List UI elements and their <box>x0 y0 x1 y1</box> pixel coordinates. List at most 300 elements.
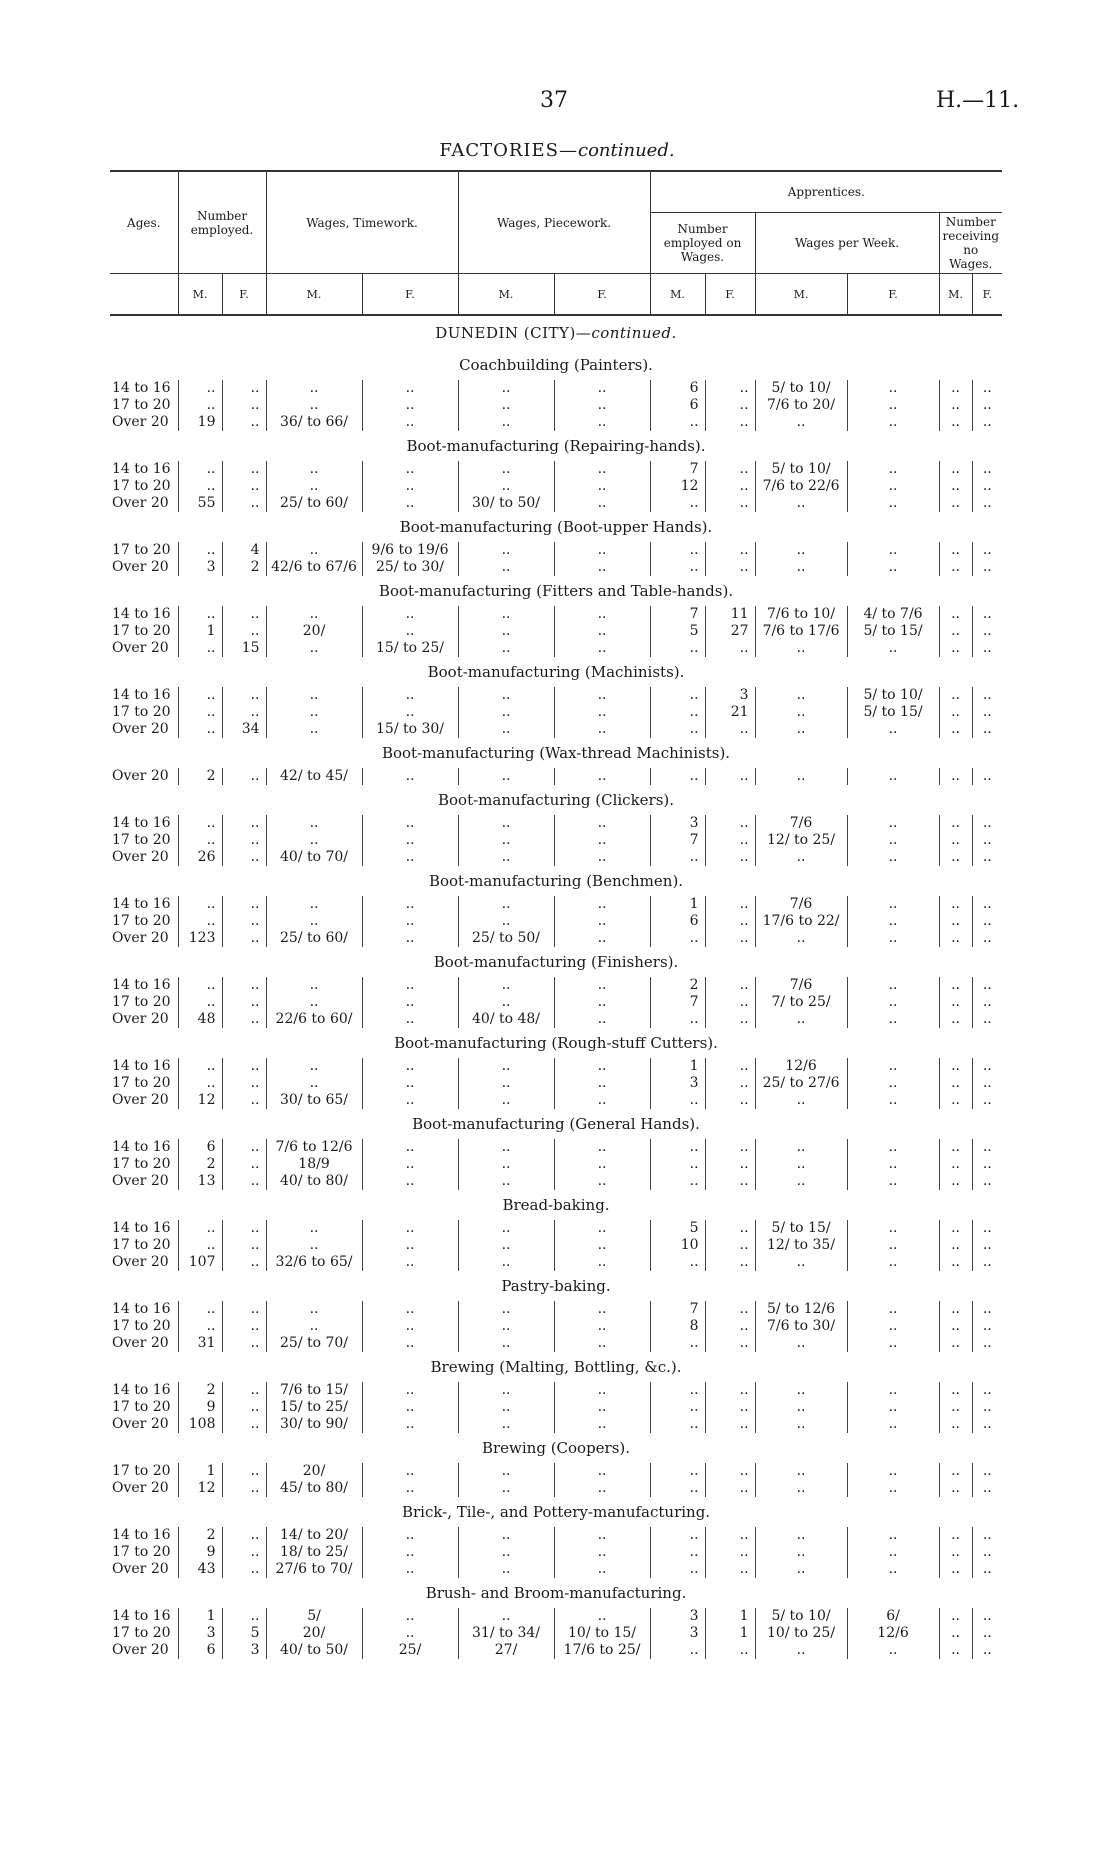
table-cell: .. <box>939 559 972 576</box>
table-cell: .. <box>972 977 1002 994</box>
age-range-cell: 17 to 20 <box>112 542 171 558</box>
table-cell: .. <box>554 640 650 657</box>
table-cell: .. <box>705 1173 755 1190</box>
age-range-cell: 14 to 16 <box>112 1220 171 1236</box>
table-cell: .. <box>939 1625 972 1642</box>
table-cell: .. <box>705 1399 755 1416</box>
table-cell: .. <box>362 768 458 785</box>
document-reference: H.—11. <box>936 88 1020 113</box>
section-heading: Coachbuilding (Painters). <box>459 356 653 374</box>
table-cell: .. <box>554 1254 650 1271</box>
age-range-cell: Over 20 <box>112 495 169 511</box>
table-cell: .. <box>972 832 1002 849</box>
table-cell: 40/ to 50/ <box>266 1642 362 1659</box>
table-cell: .. <box>650 1416 705 1433</box>
table-cell: 1 <box>650 1058 705 1075</box>
table-cell: .. <box>554 1237 650 1254</box>
table-row <box>110 1058 1002 1075</box>
table-header <box>110 171 1002 315</box>
table-cell: .. <box>972 478 1002 495</box>
table-cell: 25/ to 27/6 <box>755 1075 847 1092</box>
table-cell: .. <box>266 977 362 994</box>
table-cell: 5/ to 15/ <box>755 1220 847 1237</box>
table-cell: .. <box>362 832 458 849</box>
table-cell: .. <box>847 913 939 930</box>
table-row <box>110 397 1002 414</box>
age-range-cell: 14 to 16 <box>112 1382 171 1398</box>
table-cell: .. <box>650 1399 705 1416</box>
table-cell: .. <box>362 994 458 1011</box>
table-cell: .. <box>458 380 554 397</box>
table-cell: .. <box>972 815 1002 832</box>
table-cell: 6 <box>178 1139 222 1156</box>
city-heading <box>110 315 1002 350</box>
table-cell: .. <box>266 397 362 414</box>
table-cell: .. <box>847 640 939 657</box>
age-range-cell: 14 to 16 <box>112 687 171 703</box>
age-range-cell: Over 20 <box>112 768 169 784</box>
table-cell: .. <box>705 930 755 947</box>
table-cell: .. <box>222 478 266 495</box>
table-cell: .. <box>939 768 972 785</box>
table-cell: .. <box>939 1463 972 1480</box>
table-cell: .. <box>458 1156 554 1173</box>
table-cell: .. <box>847 832 939 849</box>
age-range-cell: 17 to 20 <box>112 1237 171 1253</box>
table-cell: .. <box>847 815 939 832</box>
table-cell: .. <box>266 832 362 849</box>
table-cell: .. <box>972 414 1002 431</box>
table-cell: .. <box>847 397 939 414</box>
table-cell: 43 <box>178 1561 222 1578</box>
table-cell: .. <box>972 1382 1002 1399</box>
table-cell: .. <box>458 704 554 721</box>
table-cell: .. <box>705 977 755 994</box>
table-row <box>110 849 1002 866</box>
table-cell: .. <box>222 1480 266 1497</box>
table-cell: .. <box>972 623 1002 640</box>
table-cell: .. <box>222 704 266 721</box>
table-cell: .. <box>705 768 755 785</box>
table-cell: .. <box>362 1382 458 1399</box>
table-cell: .. <box>939 704 972 721</box>
table-cell: 2 <box>178 768 222 785</box>
table-cell: .. <box>458 461 554 478</box>
table-cell: .. <box>755 1382 847 1399</box>
table-cell: .. <box>554 1318 650 1335</box>
table-cell: .. <box>939 913 972 930</box>
header-m: M. <box>458 274 554 316</box>
table-cell: .. <box>266 1301 362 1318</box>
table-cell: 6 <box>178 1642 222 1659</box>
section-heading: Boot-manufacturing (Benchmen). <box>428 872 684 890</box>
table-cell: .. <box>650 542 705 559</box>
age-range-cell: 17 to 20 <box>112 1544 171 1560</box>
table-cell: 12/6 <box>847 1625 939 1642</box>
table-cell: 13 <box>178 1173 222 1190</box>
table-cell: .. <box>705 495 755 512</box>
table-cell: .. <box>554 461 650 478</box>
table-cell: 7/6 to 17/6 <box>755 623 847 640</box>
table-cell: .. <box>178 478 222 495</box>
table-cell: 25/ to 70/ <box>266 1335 362 1352</box>
age-range-cell: 14 to 16 <box>112 461 171 477</box>
table-cell: .. <box>222 623 266 640</box>
table-cell: .. <box>222 1254 266 1271</box>
table-cell: .. <box>755 1416 847 1433</box>
table-cell: 7 <box>650 461 705 478</box>
table-cell: .. <box>972 1301 1002 1318</box>
age-range-cell: 14 to 16 <box>112 1301 171 1317</box>
table-cell: 30/ to 65/ <box>266 1092 362 1109</box>
table-cell: .. <box>178 687 222 704</box>
table-cell: .. <box>554 542 650 559</box>
table-cell: 18/ to 25/ <box>266 1544 362 1561</box>
age-range-cell: 17 to 20 <box>112 704 171 720</box>
table-cell: .. <box>939 896 972 913</box>
table-cell: 123 <box>178 930 222 947</box>
table-cell: .. <box>939 1092 972 1109</box>
table-cell: .. <box>458 397 554 414</box>
table-cell: 5/ to 10/ <box>755 461 847 478</box>
table-cell: .. <box>972 1416 1002 1433</box>
table-row <box>110 640 1002 657</box>
table-cell: .. <box>705 1139 755 1156</box>
table-cell: .. <box>458 1318 554 1335</box>
table-cell: 2 <box>178 1382 222 1399</box>
table-cell: 3 <box>650 1625 705 1642</box>
table-row <box>110 478 1002 495</box>
age-range-cell: Over 20 <box>112 1416 169 1432</box>
table-cell: 1 <box>178 623 222 640</box>
table-cell: .. <box>705 1416 755 1433</box>
table-cell: .. <box>178 640 222 657</box>
table-cell: .. <box>939 414 972 431</box>
table-cell: .. <box>705 1092 755 1109</box>
table-cell: .. <box>554 1382 650 1399</box>
table-cell: 20/ <box>266 623 362 640</box>
table-row <box>110 930 1002 947</box>
table-cell: 14/ to 20/ <box>266 1527 362 1544</box>
table-cell: .. <box>847 1480 939 1497</box>
table-cell: .. <box>554 623 650 640</box>
table-cell: .. <box>266 1318 362 1335</box>
header-f: F. <box>554 274 650 316</box>
table-row <box>110 1382 1002 1399</box>
table-cell: .. <box>650 704 705 721</box>
table-cell: .. <box>458 559 554 576</box>
section-heading: Boot-manufacturing (Finishers). <box>433 953 679 971</box>
table-cell: .. <box>222 380 266 397</box>
title-continued: continued. <box>578 140 675 161</box>
section-heading: Pastry-baking. <box>501 1277 611 1295</box>
table-cell: .. <box>972 1092 1002 1109</box>
table-cell: .. <box>650 1561 705 1578</box>
table-row <box>110 1625 1002 1642</box>
table-cell: 2 <box>178 1156 222 1173</box>
table-cell: .. <box>939 832 972 849</box>
table-cell: .. <box>650 1011 705 1028</box>
table-cell: .. <box>650 1156 705 1173</box>
table-cell: .. <box>705 1075 755 1092</box>
table-cell: .. <box>847 768 939 785</box>
table-cell: 5/ to 10/ <box>755 1608 847 1625</box>
table-cell: 7/6 to 22/6 <box>755 478 847 495</box>
age-range-cell: Over 20 <box>112 559 169 575</box>
page-number: 37 <box>540 88 568 113</box>
table-cell: .. <box>554 380 650 397</box>
header-apprentices: Apprentices. <box>650 171 1002 213</box>
table-row <box>110 1173 1002 1190</box>
table-cell: .. <box>705 1544 755 1561</box>
table-cell: .. <box>705 1254 755 1271</box>
table-cell: .. <box>222 1173 266 1190</box>
table-cell: .. <box>847 896 939 913</box>
table-cell: .. <box>705 397 755 414</box>
age-range-cell: Over 20 <box>112 640 169 656</box>
age-range-cell: Over 20 <box>112 1480 169 1496</box>
table-cell: 48 <box>178 1011 222 1028</box>
table-cell: 20/ <box>266 1625 362 1642</box>
table-cell: .. <box>650 1139 705 1156</box>
age-range-cell: Over 20 <box>112 721 169 737</box>
table-cell: 22/6 to 60/ <box>266 1011 362 1028</box>
table-cell: .. <box>222 1318 266 1335</box>
table-cell: .. <box>554 559 650 576</box>
table-cell: 7 <box>650 832 705 849</box>
table-cell: .. <box>362 704 458 721</box>
table-cell: .. <box>972 1335 1002 1352</box>
table-cell: .. <box>362 1544 458 1561</box>
table-cell: 25/ to 60/ <box>266 495 362 512</box>
table-cell: .. <box>458 1527 554 1544</box>
table-cell: .. <box>554 495 650 512</box>
table-cell: .. <box>178 1237 222 1254</box>
table-cell: .. <box>362 1075 458 1092</box>
table-cell: .. <box>362 397 458 414</box>
table-cell: .. <box>705 832 755 849</box>
age-range-cell: Over 20 <box>112 1254 169 1270</box>
age-range-cell: 14 to 16 <box>112 1058 171 1074</box>
table-cell: .. <box>458 849 554 866</box>
table-cell: .. <box>939 687 972 704</box>
table-cell: .. <box>650 1642 705 1659</box>
table-cell: .. <box>362 1011 458 1028</box>
table-cell: 4/ to 7/6 <box>847 606 939 623</box>
table-cell: .. <box>650 1480 705 1497</box>
table-cell: .. <box>178 815 222 832</box>
section-heading: Bread-baking. <box>502 1196 610 1214</box>
table-cell: 6/ <box>847 1608 939 1625</box>
table-cell: .. <box>972 1173 1002 1190</box>
table-cell: .. <box>972 768 1002 785</box>
table-cell: .. <box>458 815 554 832</box>
table-cell: .. <box>972 1058 1002 1075</box>
table-cell: .. <box>705 994 755 1011</box>
table-cell: .. <box>939 1318 972 1335</box>
table-cell: .. <box>939 478 972 495</box>
table-cell: .. <box>972 1561 1002 1578</box>
table-cell: 40/ to 70/ <box>266 849 362 866</box>
table-cell: .. <box>847 1544 939 1561</box>
header-m: M. <box>755 274 847 316</box>
table-row <box>110 542 1002 559</box>
table-cell: .. <box>178 542 222 559</box>
table-cell: .. <box>458 768 554 785</box>
age-range-cell: Over 20 <box>112 930 169 946</box>
table-cell: .. <box>939 623 972 640</box>
table-cell: .. <box>222 832 266 849</box>
table-cell: 3 <box>650 815 705 832</box>
table-cell: .. <box>847 1092 939 1109</box>
table-cell: .. <box>650 930 705 947</box>
table-cell: .. <box>755 1011 847 1028</box>
table-cell: .. <box>222 1608 266 1625</box>
table-cell: .. <box>705 414 755 431</box>
table-cell: .. <box>847 994 939 1011</box>
table-cell: .. <box>266 721 362 738</box>
table-cell: .. <box>939 1642 972 1659</box>
table-cell: .. <box>755 542 847 559</box>
table-cell: .. <box>222 849 266 866</box>
table-cell: 5 <box>222 1625 266 1642</box>
table-row <box>110 1092 1002 1109</box>
table-cell: .. <box>222 1527 266 1544</box>
table-cell: 3 <box>650 1608 705 1625</box>
table-cell: 26 <box>178 849 222 866</box>
table-cell: .. <box>554 687 650 704</box>
table-cell: .. <box>847 930 939 947</box>
table-cell: .. <box>705 1642 755 1659</box>
table-cell: .. <box>458 414 554 431</box>
table-cell: .. <box>554 1075 650 1092</box>
table-cell: .. <box>939 1254 972 1271</box>
age-range-cell: 17 to 20 <box>112 832 171 848</box>
table-cell: .. <box>939 1399 972 1416</box>
table-cell: .. <box>178 721 222 738</box>
age-range-cell: 14 to 16 <box>112 606 171 622</box>
table-cell: .. <box>222 1382 266 1399</box>
table-cell: .. <box>939 977 972 994</box>
table-row <box>110 1544 1002 1561</box>
table-cell: .. <box>222 1156 266 1173</box>
table-cell: .. <box>362 1058 458 1075</box>
table-cell: .. <box>650 1527 705 1544</box>
table-cell: .. <box>847 977 939 994</box>
table-cell: 3 <box>178 1625 222 1642</box>
table-row <box>110 832 1002 849</box>
table-cell: .. <box>755 1463 847 1480</box>
table-cell: 25/ to 50/ <box>458 930 554 947</box>
age-range-cell: Over 20 <box>112 414 169 430</box>
table-cell: 5/ to 10/ <box>755 380 847 397</box>
table-cell: .. <box>178 896 222 913</box>
table-cell: .. <box>755 1399 847 1416</box>
table-cell: .. <box>178 977 222 994</box>
header-ages: Ages. <box>127 215 161 230</box>
table-cell: .. <box>458 1608 554 1625</box>
table-row <box>110 687 1002 704</box>
table-cell: 7/6 <box>755 977 847 994</box>
table-cell: .. <box>755 495 847 512</box>
table-cell: .. <box>847 1173 939 1190</box>
table-cell: .. <box>362 380 458 397</box>
table-cell: .. <box>847 478 939 495</box>
table-cell: .. <box>554 721 650 738</box>
table-cell: .. <box>222 1237 266 1254</box>
table-cell: 42/ to 45/ <box>266 768 362 785</box>
table-cell: 7/6 to 12/6 <box>266 1139 362 1156</box>
table-cell: .. <box>939 1011 972 1028</box>
table-cell: 5/ to 10/ <box>847 687 939 704</box>
header-m: M. <box>178 274 222 316</box>
table-cell: .. <box>972 1075 1002 1092</box>
table-cell: .. <box>458 913 554 930</box>
table-cell: .. <box>222 768 266 785</box>
table-row <box>110 414 1002 431</box>
age-range-cell: 17 to 20 <box>112 1625 171 1641</box>
table-cell: .. <box>458 721 554 738</box>
table-cell: .. <box>222 606 266 623</box>
table-cell: .. <box>222 495 266 512</box>
table-row <box>110 495 1002 512</box>
table-cell: .. <box>362 849 458 866</box>
table-cell: .. <box>972 606 1002 623</box>
table-cell: .. <box>266 606 362 623</box>
table-cell: 12 <box>650 478 705 495</box>
table-cell: .. <box>650 414 705 431</box>
table-cell: .. <box>222 1399 266 1416</box>
table-cell: .. <box>458 478 554 495</box>
table-cell: .. <box>972 704 1002 721</box>
table-row <box>110 1561 1002 1578</box>
table-cell: .. <box>554 994 650 1011</box>
table-cell: 107 <box>178 1254 222 1271</box>
table-cell: 7/6 <box>755 896 847 913</box>
table-cell: .. <box>705 542 755 559</box>
table-cell: .. <box>650 1092 705 1109</box>
table-cell: .. <box>266 704 362 721</box>
table-cell: .. <box>222 1139 266 1156</box>
table-cell: 17/6 to 25/ <box>554 1642 650 1659</box>
table-row <box>110 913 1002 930</box>
table-cell: 7/6 to 15/ <box>266 1382 362 1399</box>
table-cell: .. <box>972 461 1002 478</box>
table-cell: .. <box>222 1416 266 1433</box>
table-cell: .. <box>939 461 972 478</box>
table-cell: .. <box>458 1399 554 1416</box>
table-cell: .. <box>554 414 650 431</box>
table-cell: 20/ <box>266 1463 362 1480</box>
table-cell: .. <box>755 1092 847 1109</box>
table-cell: .. <box>705 815 755 832</box>
table-cell: .. <box>458 1544 554 1561</box>
table-cell: .. <box>705 896 755 913</box>
table-cell: .. <box>458 606 554 623</box>
table-cell: .. <box>705 559 755 576</box>
table-cell: .. <box>705 1220 755 1237</box>
table-cell: .. <box>939 1075 972 1092</box>
table-cell: .. <box>458 1480 554 1497</box>
header-appr-no-wages: Number receiving no Wages. <box>939 213 1002 274</box>
table-cell: .. <box>972 397 1002 414</box>
section-heading: Brewing (Malting, Bottling, &c.). <box>430 1358 682 1376</box>
city-name: DUNEDIN (CITY)— <box>435 324 592 342</box>
table-cell: .. <box>939 1139 972 1156</box>
table-cell: .. <box>178 913 222 930</box>
table-cell: .. <box>554 1561 650 1578</box>
age-range-cell: Over 20 <box>112 1561 169 1577</box>
